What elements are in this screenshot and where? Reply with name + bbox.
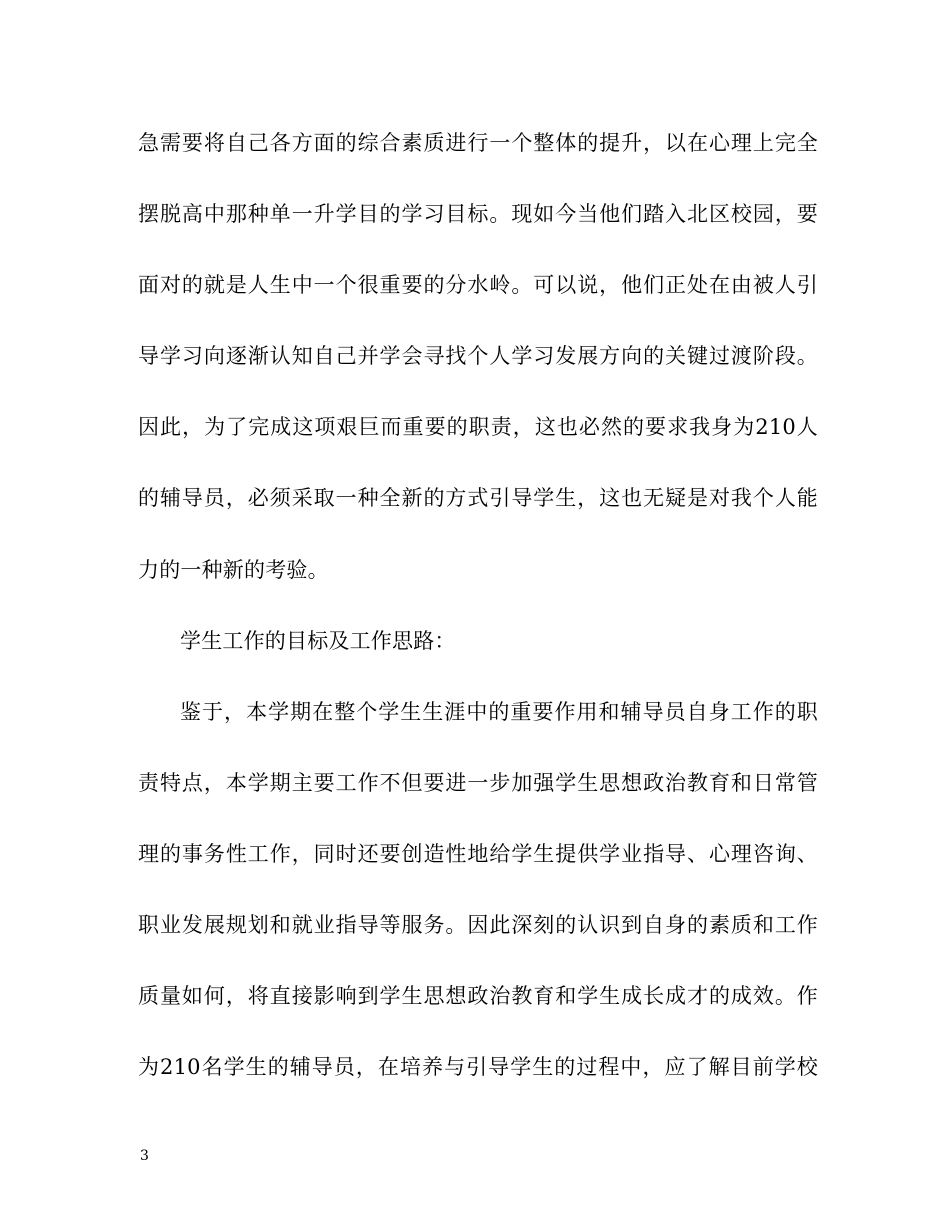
page-number: 3 — [140, 1148, 149, 1164]
paragraph-line-6: 的辅导员，必须采取一种全新的方式引导学生，这也无疑是对我个人能 — [138, 486, 818, 510]
paragraph-line-3: 面对的就是人生中一个很重要的分水岭。可以说，他们正处在由被人引 — [138, 273, 818, 297]
paragraph-line-1: 急需要将自己各方面的综合素质进行一个整体的提升，以在心理上完全 — [138, 131, 818, 155]
paragraph-line-2: 摆脱高中那种单一升学目的学习目标。现如今当他们踏入北区校园，要 — [138, 202, 818, 226]
paragraph-line-5: 因此，为了完成这项艰巨而重要的职责，这也必然的要求我身为210人 — [138, 415, 818, 439]
paragraph-line-13: 质量如何，将直接影响到学生思想政治教育和学生成长成才的成效。作 — [138, 984, 818, 1008]
paragraph-line-12: 职业发展规划和就业指导等服务。因此深刻的认识到自身的素质和工作 — [138, 913, 818, 937]
paragraph-line-7: 力的一种新的考验。 — [138, 558, 329, 582]
paragraph-line-11: 理的事务性工作，同时还要创造性地给学生提供学业指导、心理咨询、 — [138, 842, 818, 866]
paragraph-line-4: 导学习向逐渐认知自己并学会寻找个人学习发展方向的关键过渡阶段。 — [138, 344, 818, 368]
section-heading: 学生工作的目标及工作思路： — [180, 629, 456, 653]
paragraph-line-14: 为210名学生的辅导员，在培养与引导学生的过程中，应了解目前学校 — [138, 1055, 818, 1079]
paragraph-line-9: 鉴于，本学期在整个学生生涯中的重要作用和辅导员自身工作的职 — [180, 700, 818, 724]
paragraph-line-10: 责特点，本学期主要工作不但要进一步加强学生思想政治教育和日常管 — [138, 771, 818, 795]
